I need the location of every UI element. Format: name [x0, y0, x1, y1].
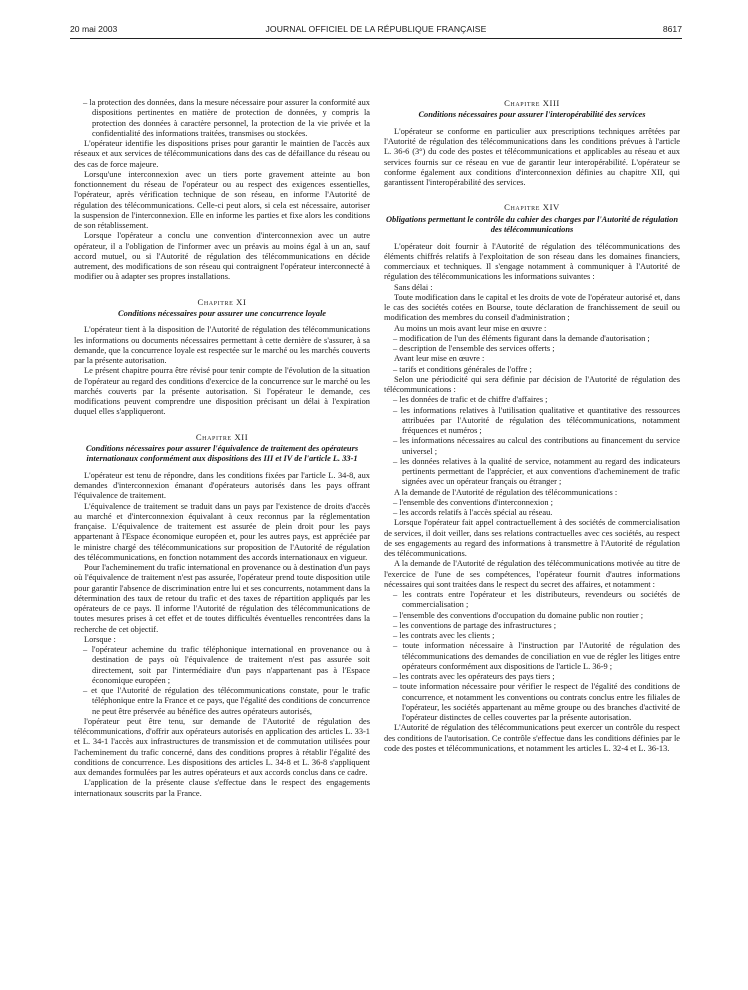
paragraph: L'équivalence de traitement se traduit dans un pays par l'existence de droits d'accès au marché et d'interconnexion équivalant à ceux reconnus par la réglementation française. L'équivalence de traitement est assurée de plein droit pour les pays appartenant à l'Espace économique européen et, pour les autres pays, est appréciée par le ministre chargé des télécommunications sur proposition de l'Autorité de régulation des télécommunications, en fonction notamment des accords internationaux en vigueur.: [74, 501, 370, 562]
chapter-title: Obligations permettant le contrôle du cahier des charges par l'Autorité de régulation des télécommunications: [386, 214, 678, 234]
list-item: – les conventions de partage des infrastructures ;: [393, 620, 557, 630]
header-page-number: 8617: [662, 24, 682, 34]
paragraph: Pour l'acheminement du trafic international en provenance ou à destination d'un pays où l'équivalence de traitement n'est pas assurée, l'opérateur prend toute disposition utile pour garantir l'absence de discrimination entre lui et ses concurrents, notamment dans la détermination des taux de retour du trafic et des taxes de répartition appliqués par les opérateurs de ce pays. Il informe l'Autorité de régulation des télécommunications de toutes mesures prises à cet effet et de toutes difficultés éventuelles rencontrées dans la recherche de cet objectif.: [74, 563, 370, 634]
chapter-label: Chapitre XII: [195, 431, 249, 442]
list-item: – les informations nécessaires au calcul des contributions au financement du service universel ;: [393, 436, 680, 456]
left-column: [74, 98, 370, 799]
list-item: – l'ensemble des conventions d'occupation du domaine public non routier ;: [393, 610, 644, 620]
paragraph: Lorsque l'opérateur fait appel contractuellement à des sociétés de commercialisation de services, il doit veiller, dans ses relations contractuelles avec ces sociétés, au respect de ses engagements au regard des informations à transmettre à l'Autorité de régulation des télécommunications.: [384, 518, 680, 558]
list-item: – l'ensemble des conventions d'interconnexion ;: [393, 497, 554, 507]
list-item: – description de l'ensemble des services offerts ;: [393, 344, 555, 353]
list-item: – l'opérateur achemine du trafic téléphonique international en provenance ou à destination de pays où l'équivalence de traitement n'est pas assurée soit directement, soit par l'intermédiaire d'un pays n'appartenant pas à l'Espace économique européen ;: [83, 645, 370, 685]
list-item: – la protection des données, dans la mesure nécessaire pour assurer la conformité aux dispositions pertinentes en matière de protection de données, y compris la protection des données à caractère personnel, la protection de la vie privée et la confidentialité des informations traitées, transmises ou stockées.: [83, 98, 370, 138]
list-item: – les données relatives à la qualité de service, notamment au regard des indicateurs pertinents permettant de l'apprécier, et aux conventions d'acheminement de trafic signées avec un opérateur français ou étranger ;: [393, 456, 680, 487]
list-item: – les informations relatives à l'utilisation qualitative et quantitative des ressources attribuées par l'Autorité de régulation des télécommunications, notamment fréquences et numéros ;: [393, 405, 680, 435]
paragraph: L'application de la présente clause s'effectue dans le respect des engagements internationaux souscrits par la France.: [74, 778, 370, 798]
chapter-label: Chapitre XIII: [504, 98, 560, 108]
paragraph: L'opérateur doit fournir à l'Autorité de régulation des télécommunications des éléments chiffrés relatifs à l'exploitation de son réseau dans les domaines financiers, commerciaux et techniques. Il s'engage notamment à communiquer à l'Autorité de régulation des télécommunications les informations suivantes :: [384, 241, 680, 282]
list-item: – les contrats avec les opérateurs des pays tiers ;: [393, 672, 555, 681]
chapter-title: Conditions nécessaires pour assurer une concurrence loyale: [118, 308, 326, 318]
header-date: 20 mai 2003: [70, 24, 118, 34]
paragraph: Sans délai :: [394, 282, 433, 292]
right-column: [384, 98, 680, 754]
list-item: – toute information nécessaire à l'instruction par l'Autorité de régulation des télécommunications des demandes de conciliation en vue de régler les litiges entre opérateurs conformément aux dispositions de l'article L. 36-9 ;: [393, 641, 680, 671]
paragraph: Lorsque l'opérateur a conclu une convention d'interconnexion avec un autre opérateur, il a l'obligation de l'informer avec un préavis au moins égal à un an, sauf accord mutuel, ou si l'Autorité de régulation des télécommunications en décide autrement, des modifications de son réseau qui contraignent l'opérateur interconnecté à modifier ou à adapter ses propres installations.: [74, 231, 370, 282]
list-item: – tarifs et conditions générales de l'offre ;: [393, 364, 532, 374]
paragraph: Lorsque :: [84, 634, 116, 644]
paragraph: l'opérateur peut être tenu, sur demande de l'Autorité de régulation des télécommunications, d'offrir aux opérateurs autorisés en application des articles L. 33-1 et L. 34-1 l'accès aux infrastructures de transmission et de commutation utilisées pour l'acheminement du trafic concerné, dans des conditions propres à rétablir l'égalité des conditions de concurrence. Les dispositions des articles L. 34-8 et L. 36-8 s'appliquent aux demandes formulées par les autres opérateurs et aux accords conclus dans ce cadre.: [74, 716, 370, 777]
paragraph: A la demande de l'Autorité de régulation des télécommunications motivée au titre de l'exercice de l'une de ses compétences, l'opérateur fournit d'autres informations nécessaires qui sont traitées dans le respect du secret des affaires, et notamment :: [384, 559, 680, 589]
paragraph: A la demande de l'Autorité de régulation des télécommunications :: [394, 487, 618, 497]
paragraph: L'opérateur identifie les dispositions prises pour garantir le maintien de l'accès aux réseaux et aux services de télécommunications dans des cas de défaillance du réseau ou des cas de force majeure.: [74, 139, 370, 169]
list-item: – les accords relatifs à l'accès spécial au réseau.: [393, 508, 553, 517]
paragraph: Au moins un mois avant leur mise en œuvre :: [394, 323, 547, 333]
paragraph: Le présent chapitre pourra être révisé pour tenir compte de l'évolution de la situation de l'opérateur au regard des conditions d'exercice de la concurrence sur le marché ou les marchés couverts par la présente autorisation. Si l'opérateur le demande, ces modifications peuvent comprendre une disposition précisant un délai à l'expiration duquel elles s'appliqueront.: [74, 366, 370, 417]
paragraph: Lorsqu'une interconnexion avec un tiers porte gravement atteinte au bon fonctionnement du réseau de l'opérateur ou au respect des exigences essentielles, l'opérateur, après vérification technique de son réseau, en informe l'Autorité de régulation des télécommunications. Celle-ci peut alors, si cela est nécessaire, autoriser la suspension de l'interconnexion. Elle en informe les parties et fixe alors les conditions de son rétablissement.: [74, 169, 370, 230]
chapter-label: Chapitre XIV: [504, 202, 560, 213]
paragraph: L'opérateur se conforme en particulier aux prescriptions techniques arrêtées par l'Autorité de régulation des télécommunications dans les conditions prévues à l'article L. 36-6 (3°) du code des postes et télécommunications et applicables au réseau et aux services fournis sur ce réseau en vue de garantir leur interopérabilité. L'opérateur se conforme également aux conditions d'interconnexion définies au chapitre XII, qui garantissent l'interopérabilité des services.: [384, 126, 680, 187]
paragraph: Toute modification dans le capital et les droits de vote de l'opérateur autorisé et, dans le cas des sociétés cotées en Bourse, toute déclaration de franchissement de seuil ou modification des membres du conseil d'administration ;: [384, 292, 680, 323]
page-header: [70, 24, 682, 39]
chapter-title: Conditions nécessaires pour assurer l'interopérabilité des services: [418, 110, 646, 120]
list-item: – les contrats avec les clients ;: [393, 631, 495, 640]
list-item: – et que l'Autorité de régulation des télécommunications constate, pour le trafic téléphonique entre la France et ce pays, que l'égalité des conditions de concurrence ne peut être préservée au bénéfice des autres opérateurs autorisés,: [83, 686, 370, 716]
paragraph: L'opérateur tient à la disposition de l'Autorité de régulation des télécommunications les informations ou documents nécessaires permettant à cette dernière de s'assurer, à sa demande, que la concurrence loyale est respectée sur le marché ou les marchés couverts par la présente autorisation.: [74, 325, 370, 365]
list-item: – les données de trafic et de chiffre d'affaires ;: [393, 395, 548, 405]
header-title: JOURNAL OFFICIEL DE LA RÉPUBLIQUE FRANÇAISE: [265, 24, 487, 34]
list-item: – les contrats entre l'opérateur et les distributeurs, revendeurs ou sociétés de commercialisation ;: [393, 590, 680, 610]
paragraph: Avant leur mise en œuvre :: [394, 354, 485, 364]
chapter-title: Conditions nécessaires pour assurer l'équivalence de traitement des opérateurs internationaux conformément aux dispositions des III et IV de l'article L. 33-1: [85, 443, 359, 464]
paragraph: L'Autorité de régulation des télécommunications peut exercer un contrôle du respect des conditions de l'autorisation. Ce contrôle s'effectue dans les conditions définies par le code des postes et télécommunications, et notamment les articles L. 32-4 et L. 36-13.: [384, 723, 680, 753]
paragraph: L'opérateur est tenu de répondre, dans les conditions fixées par l'article L. 34-8, aux demandes d'interconnexion émanant d'opérateurs autorisés dans les pays offrant l'équivalence de traitement.: [74, 470, 370, 501]
chapter-label: Chapitre XI: [197, 296, 247, 307]
paragraph: Selon une périodicité qui sera définie par décision de l'Autorité de régulation des télécommunications :: [384, 374, 680, 394]
list-item: – toute information nécessaire pour vérifier le respect de l'égalité des conditions de concurrence, et notamment les conventions ou contrats conclus entre les filiales de l'opérateur, les sociétés appartenant au même groupe ou des branches d'activité de l'opérateur distinctes de celles couvertes par la présente autorisation.: [393, 682, 680, 722]
list-item: – modification de l'un des éléments figurant dans la demande d'autorisation ;: [393, 333, 650, 343]
